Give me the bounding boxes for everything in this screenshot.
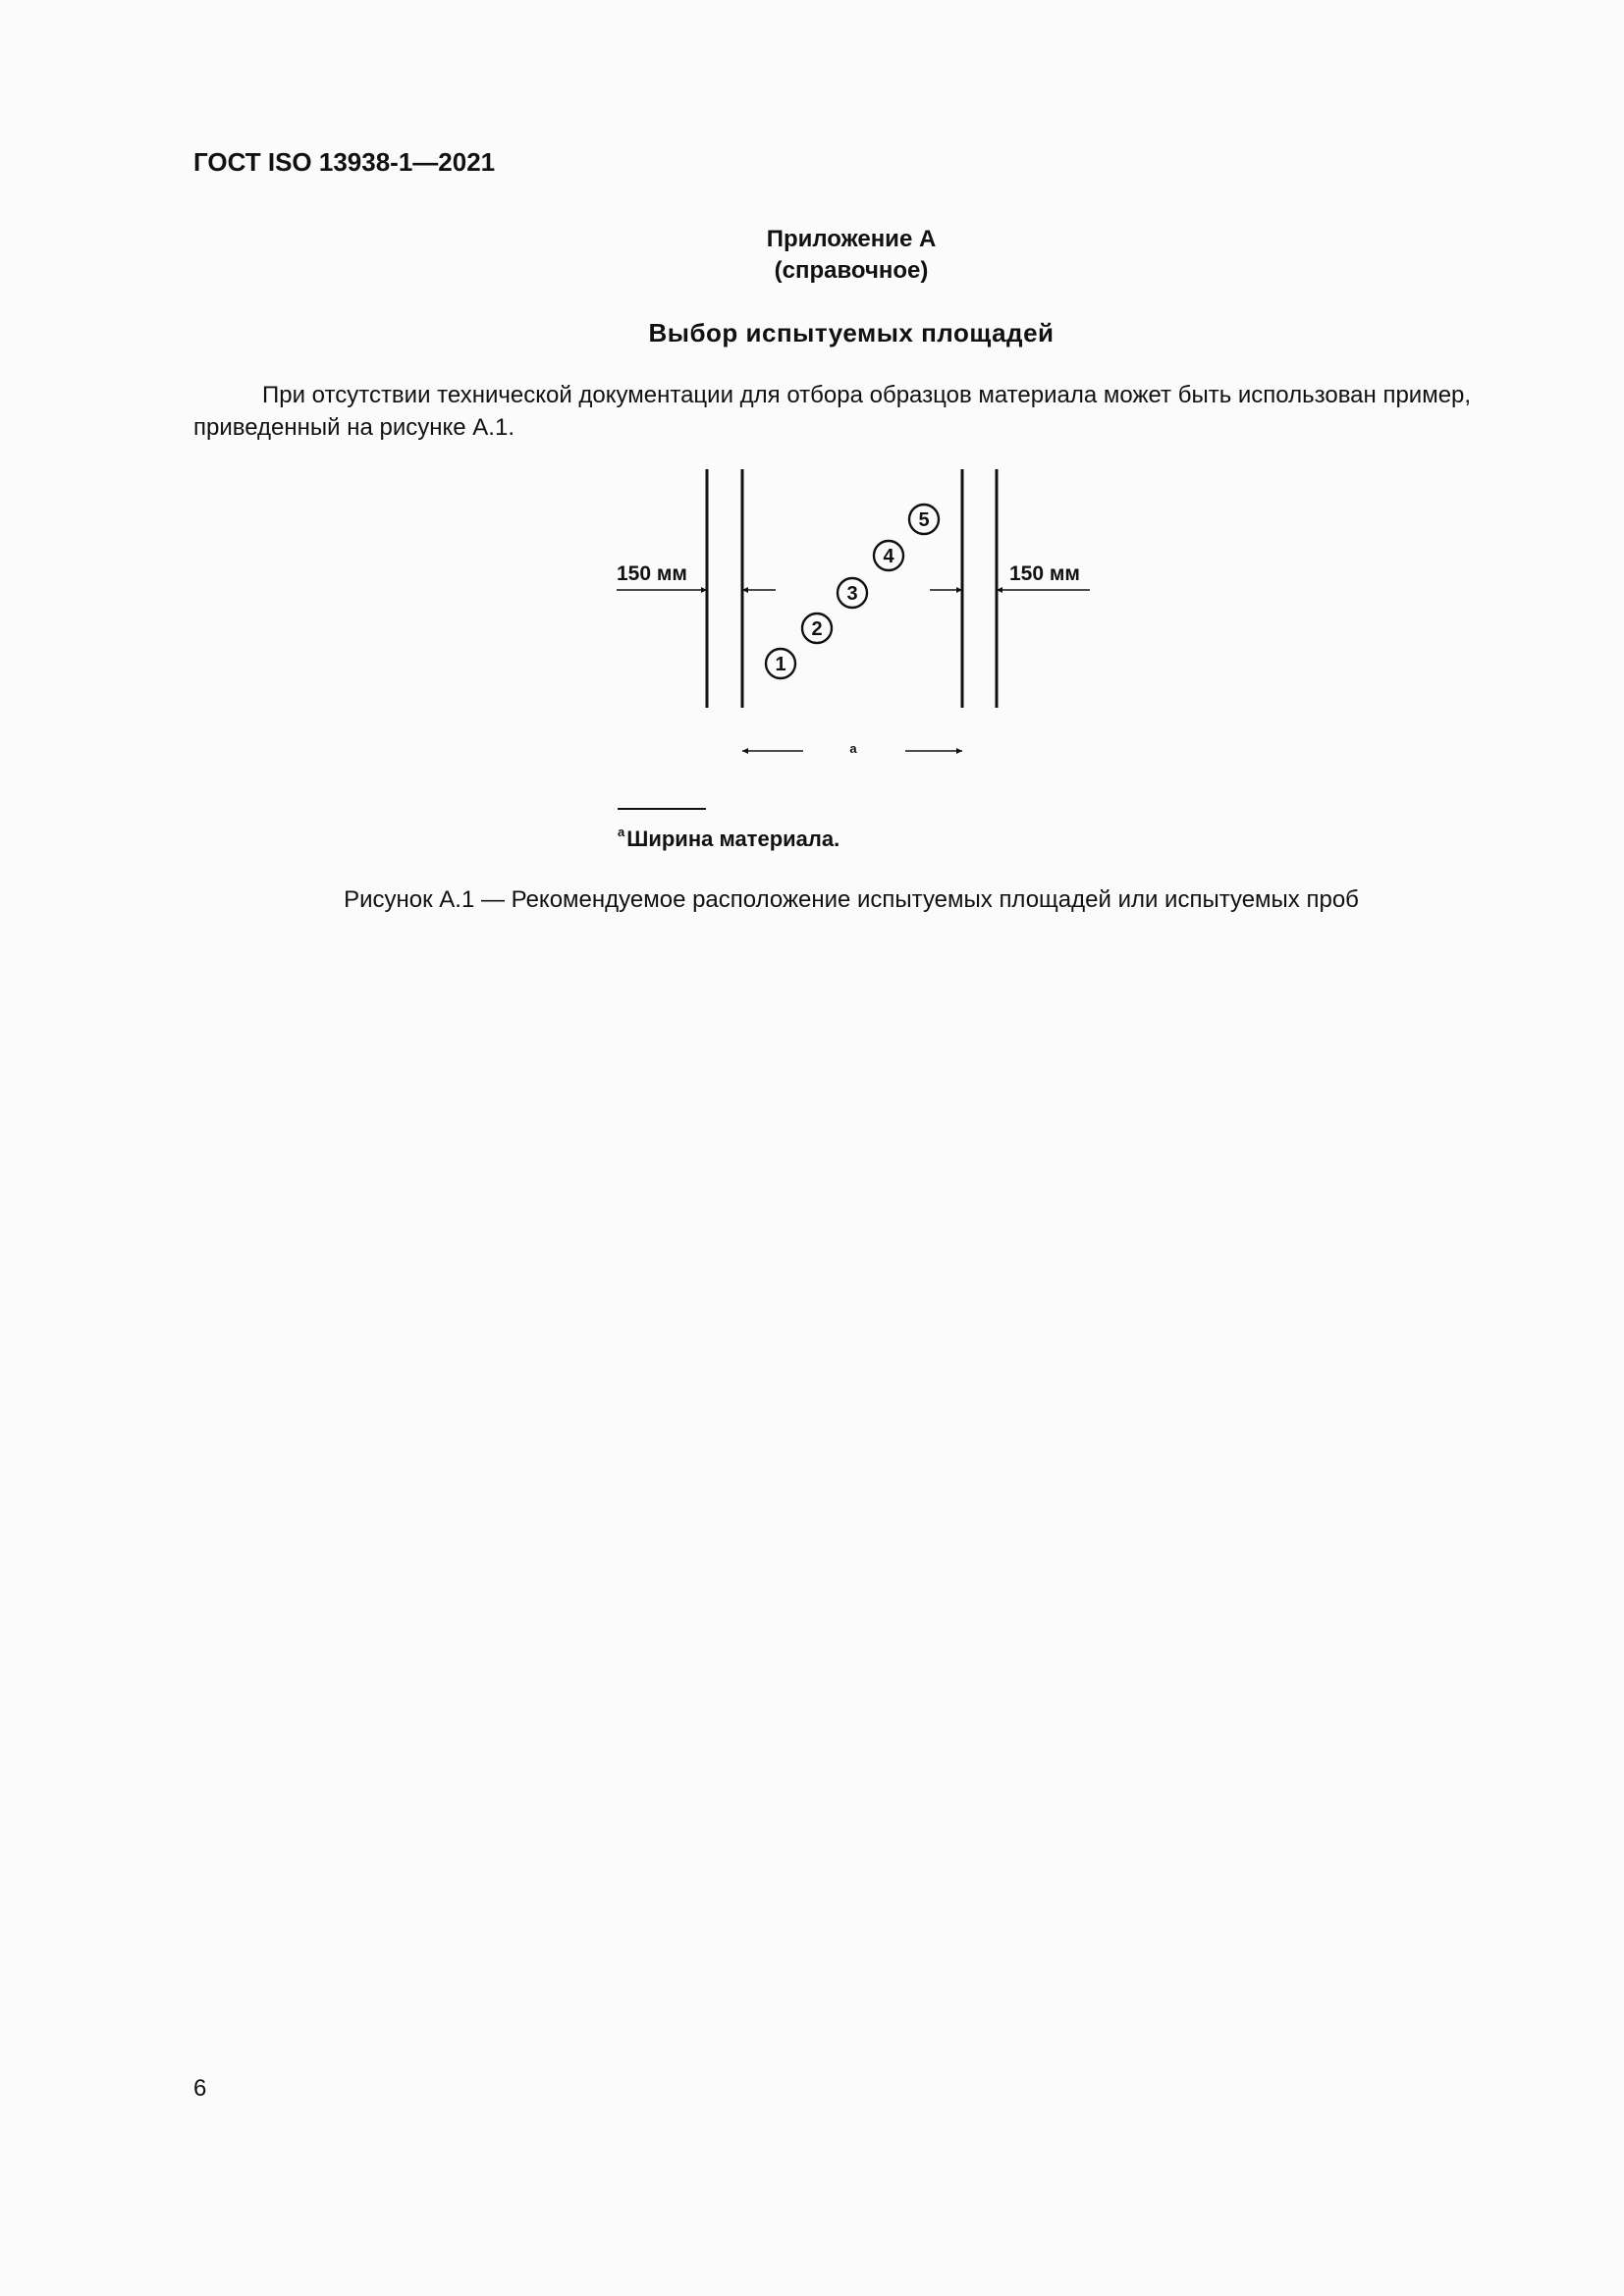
section-title: Выбор испытуемых площадей (648, 318, 1055, 347)
test-area-4 (874, 541, 903, 570)
svg-text:1: 1 (775, 654, 786, 675)
footnote-text: Ширина материала. (626, 827, 840, 851)
test-area-1 (766, 649, 795, 678)
svg-text:4: 4 (883, 546, 894, 567)
test-area-2 (802, 614, 832, 643)
annex-type: (справочное) (774, 257, 929, 284)
svg-text:3: 3 (846, 583, 858, 605)
test-area-3 (838, 578, 867, 608)
figure-caption: Рисунок А.1 — Рекомендуемое расположение испытуемых площадей или испытуемых проб (344, 886, 1359, 913)
body-paragraph: При отсутствии технической документации для отбора образцов материала может быть использован пример, приведенный на рисунке А.1. (193, 382, 1472, 441)
footnote-rule (618, 808, 706, 810)
annex-title: Приложение А (766, 226, 937, 252)
sampling-diagram (589, 456, 1119, 780)
footnote-marker: a (618, 825, 625, 839)
right-dimension-label: 150 мм (1009, 562, 1080, 585)
footnote (618, 825, 839, 852)
width-marker: a (849, 741, 857, 756)
svg-text:5: 5 (918, 509, 930, 531)
test-area-5 (909, 505, 939, 534)
document-header: ГОСТ ISO 13938-1—2021 (193, 147, 496, 177)
svg-text:2: 2 (811, 618, 823, 640)
left-dimension-label: 150 мм (617, 562, 687, 585)
page-number: 6 (193, 2075, 207, 2102)
